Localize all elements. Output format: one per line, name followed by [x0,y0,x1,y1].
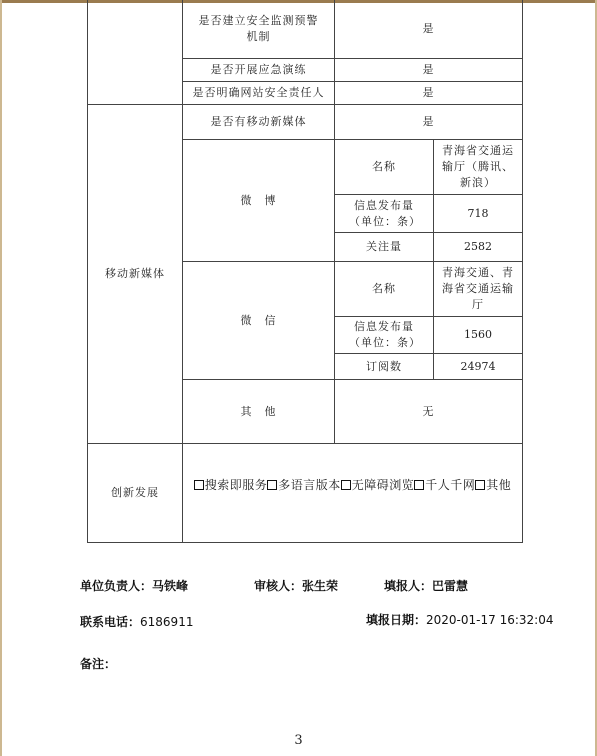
checkbox-other[interactable] [475,480,485,490]
checkbox-accessible[interactable] [341,480,351,490]
has-mobile-label: 是否有移动新媒体 [210,115,307,128]
filler-label: 填报人： [384,579,433,593]
weibo-label: 微 博 [240,193,277,207]
weixin-name-value: 青海交通、青海省交通运输厅 [442,266,514,311]
reviewer-value: 张生荣 [302,579,339,593]
fill-date-label: 填报日期： [366,613,427,627]
weixin-sub-label: 订阅数 [366,359,402,373]
weibo-name-label: 名称 [372,160,396,173]
weixin-posts-value-cell [433,316,523,353]
drill-label: 是否开展应急演练 [210,63,307,76]
checkbox-multilang[interactable] [267,480,277,490]
checkbox-personalized[interactable] [414,480,424,490]
page-number: 3 [294,733,303,748]
unit-head-label: 单位负责人： [80,579,153,593]
weibo-follow-value: 2582 [464,240,492,253]
monitor-value: 是 [422,22,435,35]
weibo-name-value-cell [433,139,523,194]
filler [384,577,468,594]
monitor-value-cell [334,0,523,58]
weibo-posts-value-cell [433,194,523,232]
other-value-cell [334,379,523,443]
other-value: 无 [422,404,435,418]
has-mobile-label-cell [182,104,334,139]
weixin-sub-label-cell [334,353,433,379]
other-label-cell [182,379,334,443]
drill-label-cell [182,58,334,81]
responsible-value: 是 [422,86,435,99]
responsible-label: 是否明确网站安全责任人 [192,86,325,99]
weibo-cell [182,139,334,261]
innovation-options [194,477,512,493]
section-innovation [87,443,182,543]
reviewer [254,577,338,594]
section-cell-top [87,0,182,104]
section-mobile-media [87,104,182,443]
page-left-border [0,0,2,756]
weixin-name-label-cell [334,261,433,316]
drill-value-cell [334,58,523,81]
checkbox-search-service[interactable] [194,480,204,490]
innovation-options-cell [182,443,523,543]
weixin-label: 微 信 [240,313,277,327]
weibo-posts-label-cell [334,194,433,232]
phone [80,613,193,630]
fill-date-value: 2020-01-17 16:32:04 [426,613,554,627]
phone-value: 6186911 [140,615,194,629]
note-label: 备注： [80,657,117,671]
weibo-name-value: 青海省交通运输厅（腾讯、新浪） [442,144,514,189]
monitor-label: 是否建立安全监测预警机制 [198,14,319,43]
weibo-follow-label-cell [334,232,433,261]
weixin-sub-value-cell [433,353,523,379]
weixin-name-value-cell [433,261,523,316]
option-multilang: 多语言版本 [278,478,341,492]
weibo-posts-value: 718 [467,206,489,220]
weixin-sub-value: 24974 [460,359,496,373]
monitor-label-cell [182,0,334,58]
section-mobile-media-label: 移动新媒体 [105,267,165,280]
weixin-posts-label-cell [334,316,433,353]
unit-head [80,577,188,594]
weixin-posts-label: 信息发布量（单位：条） [349,320,421,349]
reviewer-label: 审核人： [254,579,303,593]
weibo-name-label-cell [334,139,433,194]
weibo-follow-value-cell [433,232,523,261]
note [80,655,116,672]
responsible-label-cell [182,81,334,104]
fill-date [366,611,553,628]
responsible-value-cell [334,81,523,104]
weixin-cell [182,261,334,379]
weixin-posts-value: 1560 [464,328,492,341]
phone-label: 联系电话： [80,615,141,629]
option-search-service: 搜索即服务 [204,478,268,492]
weixin-name-label: 名称 [372,282,396,295]
has-mobile-value-cell [334,104,523,139]
option-accessible: 无障碍浏览 [351,478,415,492]
has-mobile-value: 是 [422,115,435,128]
weibo-follow-label: 关注量 [366,240,402,253]
option-personalized: 千人千网 [425,478,476,492]
weibo-posts-label: 信息发布量（单位：条） [349,198,421,228]
filler-value: 巴雷慧 [432,579,469,593]
other-label: 其 他 [240,404,277,418]
drill-value: 是 [422,63,435,76]
option-other: 其他 [486,478,512,492]
section-innovation-label: 创新发展 [111,486,159,499]
unit-head-value: 马铁峰 [152,579,189,593]
